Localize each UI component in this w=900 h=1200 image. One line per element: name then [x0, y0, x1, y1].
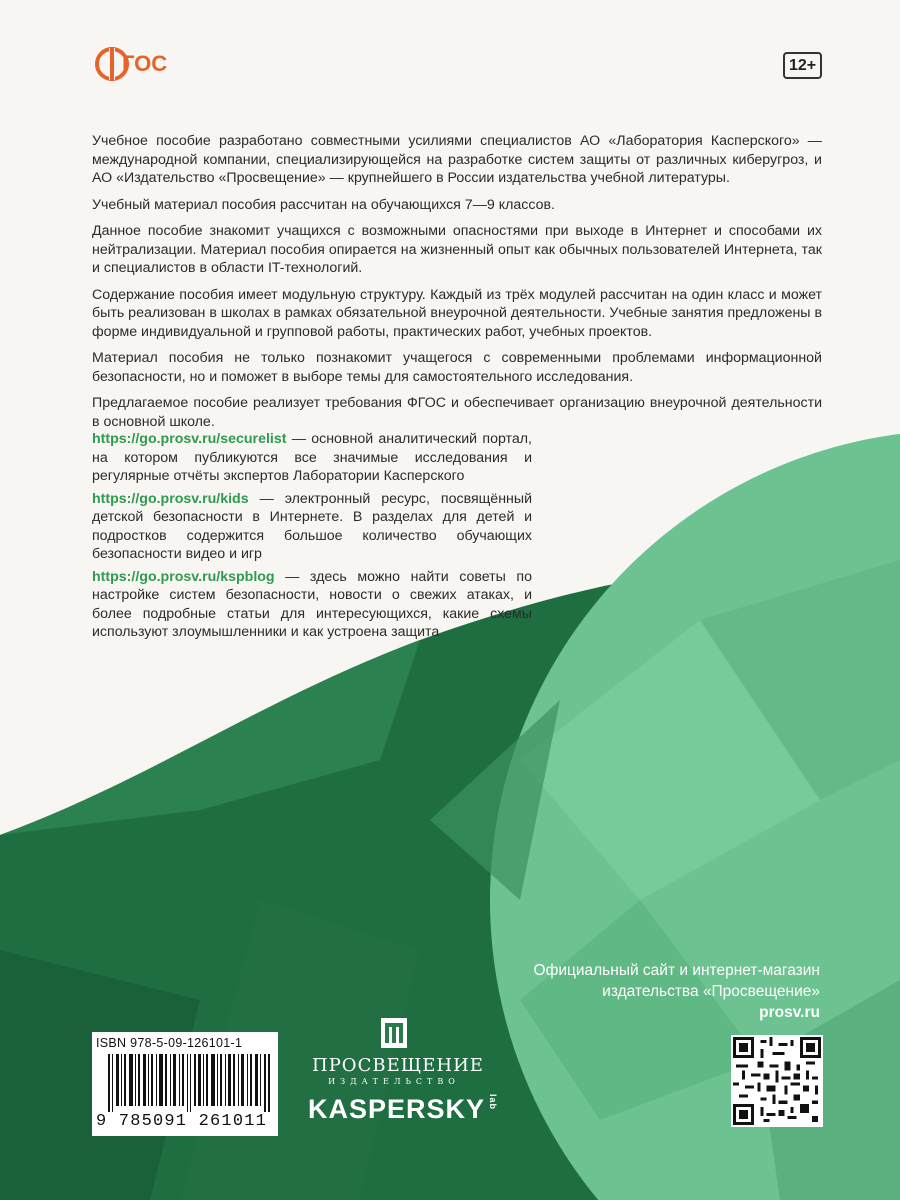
age-rating-badge: 12+: [783, 52, 822, 79]
isbn-barcode: [92, 1032, 278, 1136]
publisher-logo: [312, 1018, 484, 1086]
link-item-kids: [92, 490, 532, 564]
kaspersky-name: KASPERSKY: [308, 1094, 486, 1124]
shop-info: [534, 960, 820, 1023]
qr-code[interactable]: [731, 1035, 823, 1127]
logo-text: ГОС: [122, 51, 168, 76]
resource-links: [92, 430, 532, 646]
link-item-securelist: [92, 430, 532, 486]
intro-paragraph-4: Содержание пособия имеет модульную структуру. Каждый из трёх модулей рассчитан на один класс и может быть реализован в школах в рамках обязательной внеурочной деятельности. Учебные занятия предложены в форме индивидуальной и групповой работы, практических работ, учебных проектов.: [92, 286, 822, 340]
barcode-digits: 9 785091 261011: [96, 1112, 268, 1131]
isbn-label: ISBN 978-5-09-126101-1: [96, 1036, 243, 1050]
description-section: [92, 132, 822, 439]
kaspersky-logo: [308, 1094, 498, 1125]
securelist-description: — основной аналитический портал, на котором публикуются все значимые исследования и регулярные отчёты экспертов Лаборатории Касперского: [92, 431, 532, 484]
intro-paragraph-2: Учебный материал пособия рассчитан на обучающихся 7—9 классов.: [92, 196, 555, 213]
barcode-icon: [108, 1054, 270, 1112]
intro-paragraph-1: Учебное пособие разработано совместными усилиями специалистов АО «Лаборатория Касперского» — международной компании, специализирующейся на разработке систем защиты от различных киберугроз, и АО «Издательство «Просвещение» — крупнейшего в России издательства учебной литературы.: [92, 133, 822, 186]
link-item-kspblog: [92, 568, 532, 642]
publisher-name: ПРОСВЕЩЕНИЕ: [312, 1055, 484, 1076]
intro-paragraph-6: Предлагаемое пособие реализует требования ФГОС и обеспечивает организацию внеурочной деятельности в основной школе.: [92, 395, 822, 430]
kspblog-link[interactable]: https://go.prosv.ru/kspblog: [92, 568, 275, 585]
kaspersky-lab-suffix: lab: [488, 1094, 499, 1111]
kspblog-description: — здесь можно найти советы по настройке систем безопасности, новости о свежих атаках, и более подробные статьи для интересующихся, какие схемы используют злоумышленники и как устроена защита: [92, 568, 532, 640]
fgos-logo: [92, 40, 172, 88]
publisher-mark-icon: [381, 1018, 407, 1048]
kids-link[interactable]: https://go.prosv.ru/kids: [92, 490, 249, 507]
intro-paragraph-5: Материал пособия не только познакомит учащегося с современными проблемами информационной безопасности, но и поможет в выборе темы для самостоятельного исследования.: [92, 350, 822, 385]
securelist-link[interactable]: https://go.prosv.ru/securelist: [92, 431, 287, 447]
shop-line-2: издательства «Просвещение»: [602, 983, 820, 1000]
shop-site-link[interactable]: prosv.ru: [759, 1004, 820, 1021]
intro-paragraph-3: Данное пособие знакомит учащихся с возможными опасностями при выходе в Интернет и способами их нейтрализации. Материал пособия опирается на жизненный опыт как обычных пользователей Интернета, так и специалистов в области IT-технологий.: [92, 223, 822, 276]
qr-code-icon: [733, 1037, 821, 1125]
publisher-subtitle: ИЗДАТЕЛЬСТВО: [328, 1077, 460, 1086]
shop-line-1: Официальный сайт и интернет-магазин: [533, 962, 820, 979]
kids-description: — электронный ресурс, посвящённый детской безопасности в Интернете. В разделах для детей и подростков содержится большое количество обучающих безопасности видео и игр: [92, 490, 532, 562]
